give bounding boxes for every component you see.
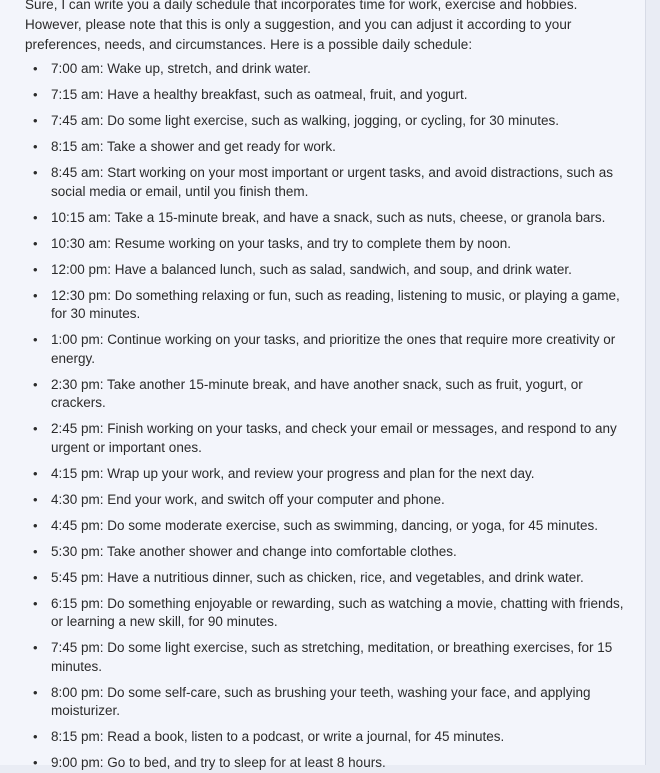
schedule-item: • 1:00 pm: Continue working on your tasks, and prioritize the ones that require more creativity or energy. — [33, 332, 616, 366]
schedule-item: • 4:30 pm: End your work, and switch off your computer and phone. — [25, 491, 635, 510]
schedule-item: • 8:15 am: Take a shower and get ready for work. — [25, 138, 635, 157]
schedule-item: • 8:45 am: Start working on your most important or urgent tasks, and avoid distractions, such as social media or email, until you finish them. — [33, 165, 614, 199]
schedule-item: • 8:00 pm: Do some self-care, such as brushing your teeth, washing your face, and applying moisturizer. — [33, 684, 591, 718]
schedule-item: • 12:00 pm: Have a balanced lunch, such as salad, sandwich, and soup, and drink water. — [25, 261, 635, 280]
schedule-item: • 7:45 pm: Do some light exercise, such as stretching, meditation, or breathing exercises, for 15 minutes. — [33, 640, 613, 674]
schedule-item: • 5:45 pm: Have a nutritious dinner, such as chicken, rice, and vegetables, and drink water. — [25, 569, 635, 588]
intro-paragraph: Sure, I can write you a daily schedule that incorporates time for work, exercise and hobbies. However, please note that this is only a suggestion, and you can adjust it according to your preferences, needs, and circumstances. Here is a possible daily schedule: — [25, 0, 578, 52]
schedule-item: • 7:45 am: Do some light exercise, such as walking, jogging, or cycling, for 30 minutes. — [25, 112, 635, 131]
schedule-item: • 10:30 am: Resume working on your tasks, and try to complete them by noon. — [25, 235, 635, 254]
bullet-icon: • — [33, 595, 38, 611]
schedule-item: • 5:30 pm: Take another shower and change into comfortable clothes. — [25, 543, 635, 562]
bullet-icon: • — [33, 287, 38, 303]
schedule-item: • 4:15 pm: Wrap up your work, and review your progress and plan for the next day. — [25, 465, 635, 484]
schedule-item: • 10:15 am: Take a 15-minute break, and have a snack, such as nuts, cheese, or granola bars. — [25, 209, 635, 228]
bullet-icon: • — [33, 684, 38, 700]
bullet-icon: • — [33, 332, 38, 347]
bullet-icon: • — [33, 755, 38, 770]
schedule-item: • 8:15 pm: Read a book, listen to a podcast, or write a journal, for 45 minutes. — [25, 728, 635, 747]
bullet-icon: • — [33, 421, 38, 436]
bullet-icon: • — [33, 235, 38, 251]
schedule-item: • 7:00 am: Wake up, stretch, and drink water. — [25, 60, 635, 79]
schedule-item: • 9:00 pm: Go to bed, and try to sleep for at least 8 hours. — [25, 754, 635, 773]
schedule-item: • 7:15 am: Have a healthy breakfast, such as oatmeal, fruit, and yogurt. — [25, 86, 635, 105]
schedule-item: • 4:45 pm: Do some moderate exercise, such as swimming, dancing, or yoga, for 45 minutes. — [25, 517, 635, 536]
bullet-icon: • — [33, 729, 38, 744]
schedule-item: • 2:45 pm: Finish working on your tasks, and check your email or messages, and respond to any urgent or important ones. — [33, 421, 617, 455]
bullet-icon: • — [33, 61, 38, 76]
schedule-list — [25, 60, 635, 773]
bullet-icon: • — [33, 640, 38, 655]
schedule-item: • 6:15 pm: Do something enjoyable or rewarding, such as watching a movie, chatting with friends, or learning a new skill, for 90 minutes. — [33, 595, 624, 629]
bullet-icon: • — [33, 87, 38, 102]
bullet-icon: • — [33, 491, 38, 507]
bullet-icon: • — [33, 139, 38, 154]
schedule-item: • 12:30 pm: Do something relaxing or fun, such as reading, listening to music, or playing a game, for 30 minutes. — [33, 287, 620, 321]
bullet-icon: • — [33, 113, 38, 128]
bullet-icon: • — [33, 543, 38, 559]
bullet-icon: • — [33, 165, 38, 180]
bullet-icon: • — [33, 376, 38, 392]
bullet-icon: • — [33, 261, 38, 277]
bullet-icon: • — [33, 517, 38, 533]
bullet-icon: • — [33, 209, 38, 225]
bullet-icon: • — [33, 569, 38, 585]
schedule-item: • 2:30 pm: Take another 15-minute break, and have another snack, such as fruit, yogurt, or crackers. — [33, 376, 583, 410]
bullet-icon: • — [33, 465, 38, 481]
